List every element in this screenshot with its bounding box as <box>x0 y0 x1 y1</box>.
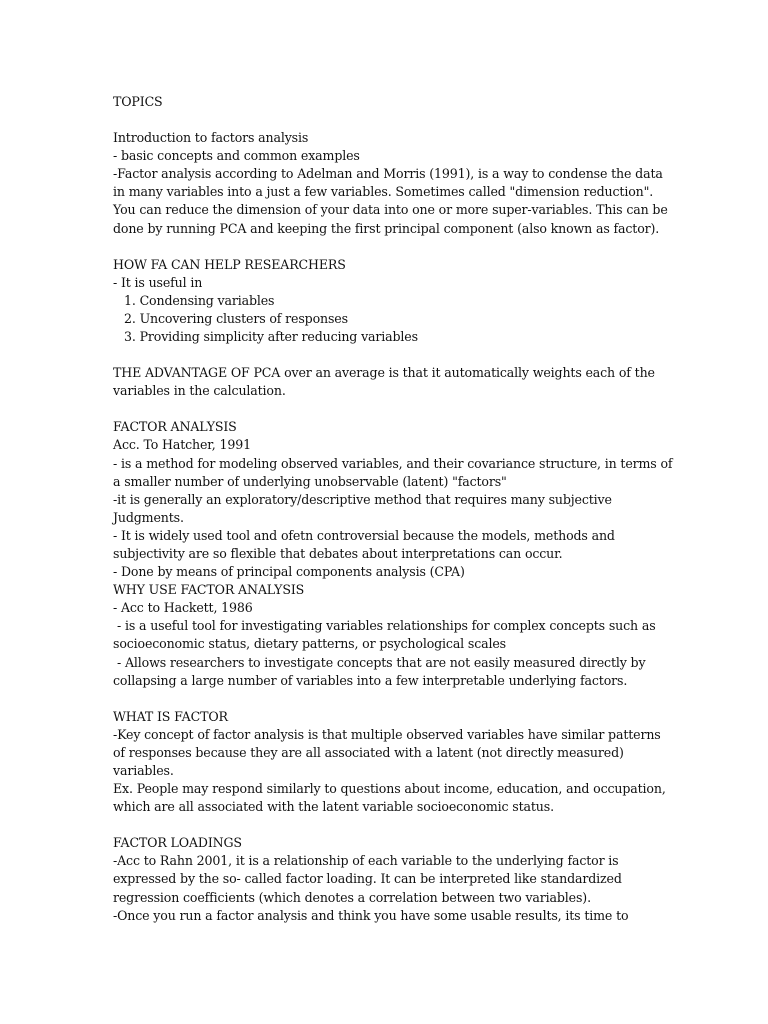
text-line: in many variables into a just a few variables. Sometimes called "dimension reduction". <box>113 184 654 200</box>
blank-line <box>113 816 658 834</box>
text-line: -Key concept of factor analysis is that multiple observed variables have similar patterns <box>113 726 661 742</box>
text-line: -it is generally an exploratory/descriptive method that requires many subjective <box>113 491 612 507</box>
text-line: variables in the calculation. <box>113 383 286 399</box>
text-line: - Acc to Hackett, 1986 <box>113 600 253 616</box>
text-line: Introduction to factors analysis <box>113 130 309 146</box>
blank-line <box>113 238 658 256</box>
text-line: variables. <box>113 763 174 778</box>
text-line: - Done by means of principal components analysis (CPA) <box>113 564 465 580</box>
text-line: - is a useful tool for investigating variables relationships for complex concepts such as <box>117 618 656 634</box>
blank-line <box>113 400 658 418</box>
text-line: -Acc to Rahn 2001, it is a relationship of each variable to the underlying factor is <box>113 853 619 869</box>
text-line: Acc. To Hatcher, 1991 <box>113 437 251 453</box>
list-item: 3. Providing simplicity after reducing variables <box>124 329 418 345</box>
text-line: - basic concepts and common examples <box>113 148 360 164</box>
text-line: - is a method for modeling observed variables, and their covariance structure, in terms of <box>113 455 673 471</box>
blank-line <box>113 346 658 364</box>
text-line: - It is widely used tool and ofetn controversial because the models, methods and <box>113 527 615 543</box>
text-line: a smaller number of underlying unobservable (latent) "factors" <box>113 473 507 489</box>
text-line: regression coefficients (which denotes a correlation between two variables). <box>113 889 591 905</box>
blank-line <box>113 690 658 708</box>
text-line: which are all associated with the latent variable socioeconomic status. <box>113 799 554 815</box>
heading-how-fa: HOW FA CAN HELP RESEARCHERS <box>113 256 346 272</box>
heading-factor-analysis: FACTOR ANALYSIS <box>113 419 237 435</box>
document-body <box>113 93 673 925</box>
text-line: - Allows researchers to investigate concepts that are not easily measured directly by <box>117 654 646 670</box>
text-line: subjectivity are so flexible that debates about interpretations can occur. <box>113 545 563 561</box>
text-line: Judgments. <box>113 509 184 525</box>
list-item: 1. Condensing variables <box>124 292 275 308</box>
text-line: THE ADVANTAGE OF PCA over an average is that it automatically weights each of the <box>113 365 655 381</box>
text-line: -Once you run a factor analysis and think you have some usable results, its time to <box>113 907 629 923</box>
heading-why-use: WHY USE FACTOR ANALYSIS <box>113 582 305 598</box>
text-line: You can reduce the dimension of your data into one or more super-variables. This can be <box>113 202 668 218</box>
heading-topics: TOPICS <box>113 94 163 109</box>
heading-factor-loadings: FACTOR LOADINGS <box>113 835 242 851</box>
text-line: Ex. People may respond similarly to questions about income, education, and occupation, <box>113 781 666 797</box>
text-line: socioeconomic status, dietary patterns, or psychological scales <box>113 636 506 652</box>
text-line: done by running PCA and keeping the first principal component (also known as factor). <box>113 220 660 236</box>
text-line: expressed by the so- called factor loading. It can be interpreted like standardized <box>113 871 622 887</box>
text-line: - It is useful in <box>113 274 203 290</box>
blank-line <box>113 111 658 129</box>
text-line: of responses because they are all associated with a latent (not directly measured) <box>113 744 624 760</box>
text-line: -Factor analysis according to Adelman and Morris (1991), is a way to condense the data <box>113 166 663 182</box>
heading-what-is-factor: WHAT IS FACTOR <box>113 708 228 724</box>
list-item: 2. Uncovering clusters of responses <box>124 310 348 326</box>
text-line: collapsing a large number of variables into a few interpretable underlying factors. <box>113 672 628 688</box>
